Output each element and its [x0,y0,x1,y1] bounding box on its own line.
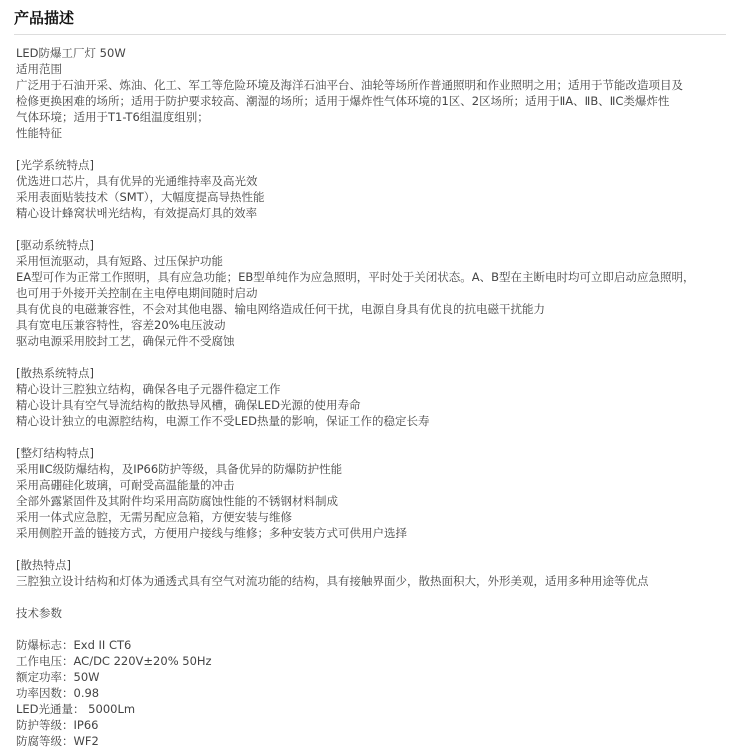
description-line: 采用恒流驱动，具有短路、过压保护功能 [16,254,223,268]
description-line: [光学系统特点] [16,158,94,172]
blank-line [16,621,728,637]
description-line: LED光通量： 5000Lm [16,702,136,716]
description-line: 具有优良的电磁兼容性，不会对其他电器、输电网络造成任何干扰，电源自身具有优良的抗电磁干扰能力 [16,302,545,316]
description-line: 精心设计三腔独立结构，确保各电子元器件稳定工作 [16,382,281,396]
description-line: 采用表面贴装技术（SMT），大幅度提高导热性能 [16,190,265,204]
description-line: 适用范围 [16,62,62,76]
blank-line [16,541,728,557]
blank-line [16,349,728,365]
section-title: 产品描述 [14,9,75,27]
description-line: 优选进口芯片，具有优异的光通维持率及高光效 [16,174,258,188]
description-line: 精心设计蜂窝状배光结构，有效提高灯具的效率 [16,206,258,220]
description-line: 采用高硼硅化玻璃，可耐受高温能量的冲击 [16,478,235,492]
description-line: [散热特点] [16,558,71,572]
description-line: 广泛用于石油开采、炼油、化工、军工等危险环境及海洋石油平台、油轮等场所作普通照明和作业照明之用；适用于节能改造项目及 [16,78,683,92]
description-line: 检修更换困难的场所；适用于防护要求较高、潮湿的场所；适用于爆炸性气体环境的1区、2区场所；适用于ⅡA、ⅡB、ⅡC类爆炸性 [16,94,670,108]
description-line: 防护等级：IP66 [16,718,99,732]
description-line: 工作电压：AC/DC 220V±20% 50Hz [16,654,212,668]
description-line: 精心设计独立的电源腔结构，电源工作不受LED热量的影响，保证工作的稳定长寿 [16,414,430,428]
description-line: 采用ⅡC级防爆结构，及IP66防护等级，具备优异的防爆防护性能 [16,462,343,476]
description-line: EA型可作为正常工作照明，具有应急功能；EB型单纯作为应急照明，平时处于关闭状态。A、B型在主断电时均可立即启动应急照明， [16,270,695,284]
description-line: 额定功率：50W [16,670,100,684]
description-line: [整灯结构特点] [16,446,94,460]
blank-line [16,221,728,237]
blank-line [16,589,728,605]
section-header [14,8,726,35]
description-line: 采用一体式应急腔，无需另配应急箱，方便安装与维修 [16,510,292,524]
description-line: 驱动电源采用胶封工艺，确保元件不受腐蚀 [16,334,235,348]
description-line: 技术参数 [16,606,62,620]
description-line: [驱动系统特点] [16,238,94,252]
description-line: 性能特征 [16,126,62,140]
blank-line [16,141,728,157]
description-line: LED防爆工厂灯 50W [16,46,126,60]
description-line: 气体环境；适用于T1-T6组温度组别； [16,110,209,124]
description-line: 全部外露紧固件及其附件均采用高防腐蚀性能的不锈钢材料制成 [16,494,338,508]
description-line: [散热系统特点] [16,366,94,380]
description-body [16,45,728,749]
blank-line [16,429,728,445]
description-line: 防爆标志：Exd II CT6 [16,638,132,652]
description-line: 采用侧腔开盖的链接方式，方便用户接线与维修；多种安装方式可供用户选择 [16,526,407,540]
description-line: 具有宽电压兼容特性，容差20%电压波动 [16,318,226,332]
description-line: 也可用于外接开关控制在主电停电期间随时启动 [16,286,258,300]
description-line: 三腔独立设计结构和灯体为通透式具有空气对流功能的结构，具有接触界面少，散热面积大，外形美观，适用多种用途等优点 [16,574,649,588]
description-line: 防腐等级：WF2 [16,734,99,748]
description-line: 功率因数：0.98 [16,686,100,700]
description-line: 精心设计具有空气导流结构的散热导风槽，确保LED光源的使用寿命 [16,398,361,412]
